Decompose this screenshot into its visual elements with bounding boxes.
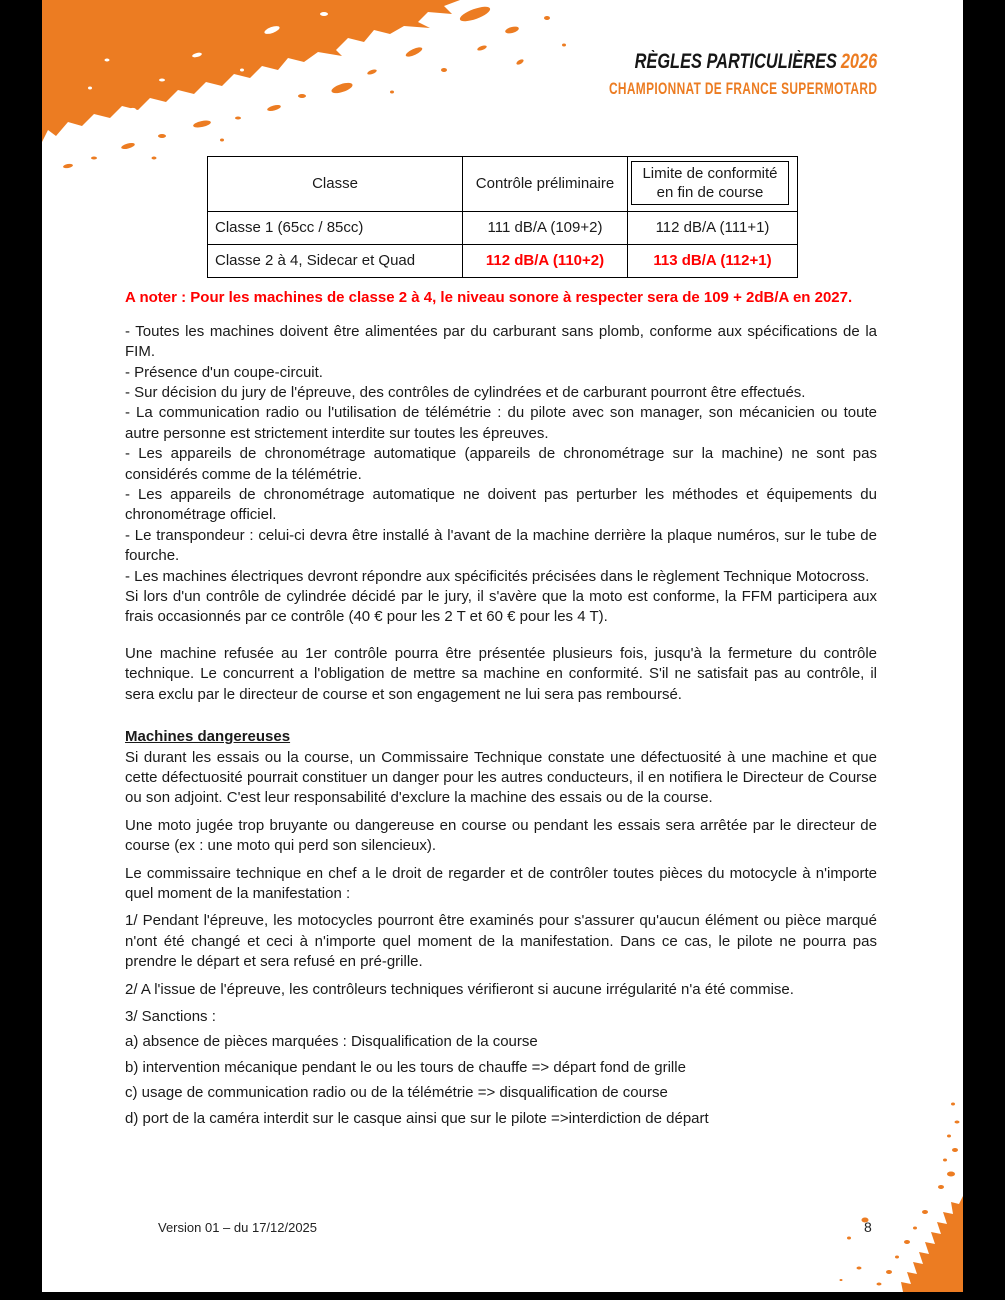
sound-limits-table	[207, 156, 798, 278]
paragraph-pendant-epreuve: 1/ Pendant l'épreuve, les motocycles pourront être examinés pour s'assurer qu'aucun élément ou pièce marqué n'ont été changé et ceci à n'importe quel moment de la manifestation. Dans ce cas, le pilote ne pourra pas prendre le départ et sera refusé en pré-grille.	[125, 912, 877, 971]
sanction-item: b) intervention mécanique pendant le ou les tours de chauffe => départ fond de grille	[125, 1058, 686, 1076]
rule-item: - Toutes les machines doivent être alimentées par du carburant sans plomb, conforme aux spécifications de la FIM.	[125, 322, 877, 361]
cell-classe-1: Classe 1 (65cc / 85cc)	[208, 212, 463, 245]
championship-subtitle: CHAMPIONNAT DE FRANCE SUPERMOTARD	[608, 79, 877, 98]
sanction-item: a) absence de pièces marquées : Disqualification de la course	[125, 1033, 538, 1051]
rule-item: - Les appareils de chronométrage automatique ne doivent pas perturber les méthodes et équipements du chronométrage officiel.	[125, 486, 877, 524]
rule-item: - Les appareils de chronométrage automatique (appareils de chronométrage sur la machine) ne sont pas considérés comme de la télémétrie.	[125, 445, 877, 483]
rules-title-text: RÈGLES PARTICULIÈRES	[634, 50, 837, 73]
rules-title-year: 2026	[840, 50, 877, 73]
document-body	[125, 156, 877, 1129]
paragraph-moto-bruyante: Une moto jugée trop bruyante ou dangereuse en course ou pendant les essais sera arrêtée par le directeur de course (ex : une moto qui perd son silencieux).	[125, 816, 877, 855]
rule-item: Si lors d'un contrôle de cylindrée décidé par le jury, il s'avère que la moto est conforme, la FFM participera aux frais occasionnés par ce contrôle (40 € pour les 2 T et 60 € pour les 4 T).	[125, 588, 877, 626]
col-header-controle: Contrôle préliminaire	[463, 157, 628, 212]
rules-title	[578, 50, 877, 74]
rule-item: - Sur décision du jury de l'épreuve, des contrôles de cylindrées et de carburant pourront être effectués.	[125, 384, 806, 401]
footer-version: Version 01 – du 17/12/2025	[158, 1220, 318, 1235]
cell-limite-2: 113 dB/A (112+1)	[628, 245, 798, 278]
table-row	[208, 212, 798, 245]
paragraph-defectuosite: Si durant les essais ou la course, un Commissaire Technique constate une défectuosité à une machine et que cette défectuosité pourrait constituer un danger pour les autres conducteurs, il en notifiera le Directeur de Course ou son adjoint. C'est leur responsabilité d'exclure la machine des essais ou de la course.	[125, 748, 877, 807]
rule-item: - Présence d'un coupe-circuit.	[125, 363, 323, 381]
document-page	[42, 0, 963, 1292]
paragraph-commissaire-chef: Le commissaire technique en chef a le droit de regarder et de contrôler toutes pièces du motocycle à n'importe quel moment de la manifestation :	[125, 864, 877, 902]
col-header-limite-box: Limite de conformité en fin de course	[631, 161, 789, 205]
sanction-item: c) usage de communication radio ou de la télémétrie => disqualification de course	[125, 1084, 668, 1102]
table-header-row	[208, 157, 798, 212]
col-header-classe: Classe	[208, 157, 463, 212]
table-row	[208, 245, 798, 278]
cell-controle-1: 111 dB/A (109+2)	[463, 212, 628, 245]
document-header	[494, 50, 877, 99]
cell-limite-1: 112 dB/A (111+1)	[628, 212, 798, 245]
rule-item: - Les machines électriques devront répondre aux spécificités précisées dans le règlement Technique Motocross.	[125, 567, 870, 585]
rule-item: - Le transpondeur : celui-ci devra être installé à l'avant de la machine derrière la plaque numéros, sur le tube de fourche.	[125, 526, 877, 565]
footer-page-number: 8	[864, 1219, 872, 1235]
rule-item: - La communication radio ou l'utilisation de télémétrie : du pilote avec son manager, son mécanicien ou toute autre personne est strictement interdite sur toutes les épreuves.	[125, 404, 877, 442]
paragraph-machine-refusee: Une machine refusée au 1er contrôle pourra être présentée plusieurs fois, jusqu'à la fermeture du contrôle technique. Le concurrent a l'obligation de mettre sa machine en conformité. S'il ne satisfait pas au contrôle, il sera exclu par le directeur de course et son engagement ne lui sera pas remboursé.	[125, 644, 877, 703]
red-note: A noter : Pour les machines de classe 2 à 4, le niveau sonore à respecter sera de 109 + 2dB/A en 2027.	[125, 289, 853, 307]
paragraph-sanctions-title: 3/ Sanctions :	[125, 1007, 216, 1025]
section-heading-machines-dangereuses: Machines dangereuses	[125, 728, 291, 746]
sanction-item: d) port de la caméra interdit sur le casque ainsi que sur le pilote =>interdiction de départ	[125, 1109, 709, 1127]
paragraph-issue-epreuve: 2/ A l'issue de l'épreuve, les contrôleurs techniques vérifieront si aucune irrégularité n'a été commise.	[125, 980, 794, 998]
cell-controle-2: 112 dB/A (110+2)	[463, 245, 628, 278]
col-header-limite	[628, 157, 798, 212]
cell-classe-2: Classe 2 à 4, Sidecar et Quad	[208, 245, 463, 278]
